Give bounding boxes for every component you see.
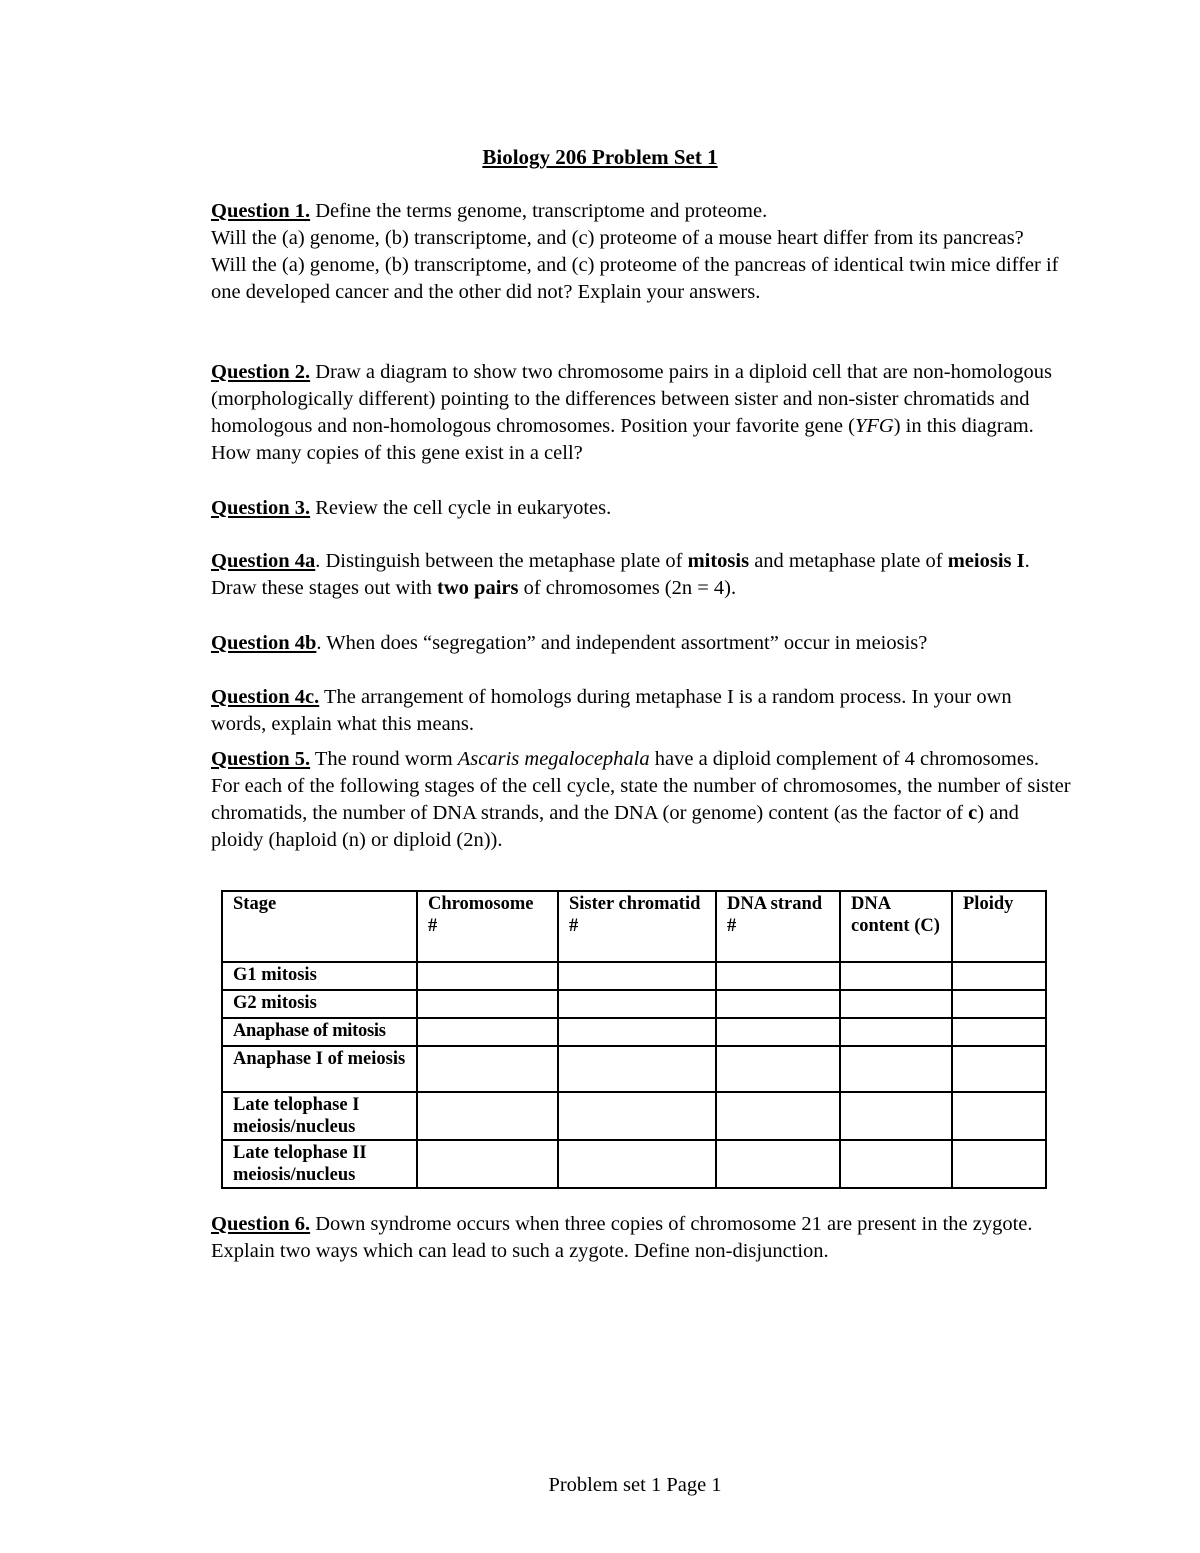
answer-cell[interactable] [558, 1046, 716, 1092]
question-3 [211, 495, 1071, 522]
answer-cell[interactable] [840, 990, 952, 1018]
question-5-text-b: have a diploid complement of 4 chromosomes. For each of the following stages of the cell cycle, state the number of chromosomes, the number of sister chromatids, the number of DNA strands, and the DNA (or genome) content (as the factor of [211, 748, 1071, 824]
answer-cell[interactable] [716, 1140, 840, 1188]
question-5-bold-c: c [968, 802, 978, 824]
question-1 [211, 198, 1071, 306]
table-header-cell: Ploidy [952, 891, 1046, 962]
answer-cell[interactable] [417, 1092, 558, 1140]
answer-cell[interactable] [952, 962, 1046, 990]
answer-cell[interactable] [558, 990, 716, 1018]
question-5 [211, 746, 1071, 854]
answer-cell[interactable] [716, 1018, 840, 1046]
table-header-cell: DNA content (C) [840, 891, 952, 962]
question-5-text-a: The round worm [310, 748, 458, 770]
table-header-cell: Chromosome # [417, 891, 558, 962]
table-header-cell: Sister chromatid # [558, 891, 716, 962]
question-6-text: Down syndrome occurs when three copies of chromosome 21 are present in the zygote. Explain two ways which can lead to such a zygote. Define non-disjunction. [211, 1213, 1033, 1262]
question-1-line-2: Will the (a) genome, (b) transcriptome, and (c) proteome of a mouse heart differ from its pancreas? [211, 227, 1024, 249]
stage-table [221, 890, 1047, 1189]
table-row [222, 1140, 1046, 1188]
answer-cell[interactable] [716, 1092, 840, 1140]
page-title: Biology 206 Problem Set 1 [482, 145, 718, 169]
question-2-gene-name: YFG [854, 415, 894, 437]
question-4c [211, 684, 1071, 738]
table-header-row [222, 891, 1046, 962]
table-row [222, 1092, 1046, 1140]
answer-cell[interactable] [840, 1140, 952, 1188]
question-2-text-b: ) in this diagram. How many copies of this gene exist in a cell? [211, 415, 1034, 464]
question-4a-bold-two-pairs: two pairs [437, 577, 519, 599]
answer-cell[interactable] [952, 1046, 1046, 1092]
answer-cell[interactable] [840, 962, 952, 990]
answer-cell[interactable] [952, 1092, 1046, 1140]
question-4a-text-c: . Draw these stages out with [211, 550, 1030, 599]
question-5-text-c: ) and ploidy (haploid (n) or diploid (2n)). [211, 802, 1019, 851]
stage-cell: Anaphase I of meiosis [222, 1046, 417, 1092]
question-2 [211, 359, 1071, 467]
question-2-label: Question 2. [211, 361, 311, 383]
answer-cell[interactable] [417, 1140, 558, 1188]
question-4b [211, 630, 1071, 657]
table-row [222, 1046, 1046, 1092]
question-4a [211, 548, 1071, 602]
question-3-label: Question 3. [211, 497, 311, 519]
answer-cell[interactable] [840, 1046, 952, 1092]
question-4b-label: Question 4b [211, 632, 317, 654]
question-1-line-3: Will the (a) genome, (b) transcriptome, and (c) proteome of the pancreas of identical twin mice differ if one developed cancer and the other did not? Explain your answers. [211, 254, 1059, 303]
stage-cell: Late telophase II meiosis/nucleus [222, 1140, 417, 1188]
answer-cell[interactable] [558, 1092, 716, 1140]
table-row [222, 1018, 1046, 1046]
answer-cell[interactable] [840, 1018, 952, 1046]
stage-cell: Late telophase I meiosis/nucleus [222, 1092, 417, 1140]
question-4a-text-b: and metaphase plate of [749, 550, 948, 572]
question-4c-label: Question 4c. [211, 686, 320, 708]
stage-cell: G2 mitosis [222, 990, 417, 1018]
answer-cell[interactable] [417, 1018, 558, 1046]
question-5-label: Question 5. [211, 748, 311, 770]
question-1-label: Question 1. [211, 200, 311, 222]
page-footer: Problem set 1 Page 1 [548, 1474, 722, 1496]
answer-cell[interactable] [558, 1018, 716, 1046]
table-row [222, 962, 1046, 990]
question-4a-text-a: . Distinguish between the metaphase plate of [315, 550, 688, 572]
stage-cell: G1 mitosis [222, 962, 417, 990]
question-4a-label: Question 4a [211, 550, 316, 572]
answer-cell[interactable] [716, 962, 840, 990]
answer-cell[interactable] [716, 1046, 840, 1092]
question-3-text: Review the cell cycle in eukaryotes. [310, 497, 612, 519]
answer-cell[interactable] [840, 1092, 952, 1140]
answer-cell[interactable] [558, 962, 716, 990]
answer-cell[interactable] [952, 1018, 1046, 1046]
question-4a-bold-mitosis: mitosis [687, 550, 750, 572]
answer-cell[interactable] [558, 1140, 716, 1188]
question-5-species: Ascaris megalocephala [457, 748, 650, 770]
question-1-text: Define the terms genome, transcriptome and proteome. [310, 200, 768, 222]
question-4a-bold-meiosis: meiosis I [947, 550, 1025, 572]
question-6-label: Question 6. [211, 1213, 311, 1235]
question-4c-text: The arrangement of homologs during metaphase I is a random process. In your own words, explain what this means. [211, 686, 1012, 735]
question-4a-text-d: of chromosomes (2n = 4). [518, 577, 737, 599]
table-header-cell: DNA strand # [716, 891, 840, 962]
stage-cell: Anaphase of mitosis [222, 1018, 417, 1046]
answer-cell[interactable] [417, 1046, 558, 1092]
answer-cell[interactable] [952, 990, 1046, 1018]
answer-cell[interactable] [716, 990, 840, 1018]
question-6 [211, 1211, 1071, 1265]
answer-cell[interactable] [417, 962, 558, 990]
table-header-cell: Stage [222, 891, 417, 962]
table-row [222, 990, 1046, 1018]
answer-cell[interactable] [952, 1140, 1046, 1188]
question-4b-text: . When does “segregation” and independent assortment” occur in meiosis? [316, 632, 928, 654]
question-2-text-a: Draw a diagram to show two chromosome pairs in a diploid cell that are non-homologous (morphologically different) pointing to the differences between sister and non-sister chromatids and homologous and non-homologous chromosomes. Position your favorite gene ( [211, 361, 1052, 437]
answer-cell[interactable] [417, 990, 558, 1018]
